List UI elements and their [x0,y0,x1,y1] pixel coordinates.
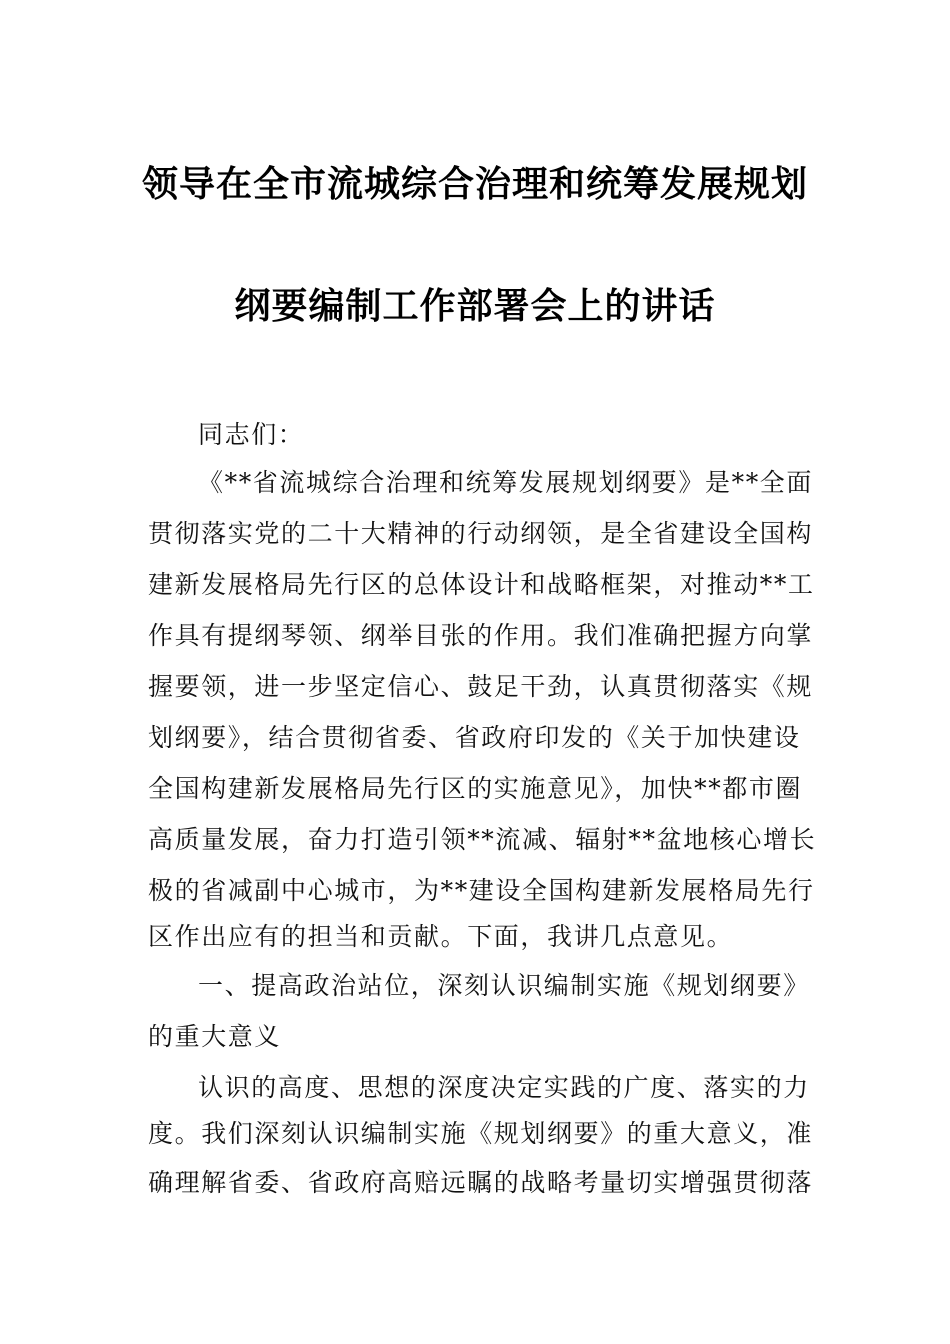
text-line: 确理解省委、省政府高赔远瞩的战略考量切实增强贯彻落 [148,1168,814,1197]
document-title-line-1: 领导在全市流城综合治理和统筹发展规划 [141,164,808,205]
text-line: 度。我们深刻认识编制实施《规划纲要》的重大意义，准 [148,1119,814,1148]
text-line: 划纲要》，结合贯彻省委、省政府印发的《关于加快建设 [148,723,801,752]
greeting: 同志们： [198,420,305,449]
document-title-line-2: 纲要编制工作部署会上的讲话 [234,286,716,327]
text-line: 高质量发展，奋力打造引领**流减、辐射**盆地核心增长 [148,825,817,854]
heading-line: 一、提高政治站位，深刻认识编制实施《规划纲要》 [198,971,810,1000]
text-line: 区作出应有的担当和贡献。下面，我讲几点意见。 [148,922,734,951]
text-line: 贯彻落实党的二十大精神的行动纲领，是全省建设全国构 [148,519,814,548]
text-line: 认识的高度、思想的深度决定实践的广度、落实的力 [198,1073,810,1102]
heading-line: 的重大意义 [148,1022,282,1051]
text-line: 作具有提纲琴领、纲举目张的作用。我们准确把握方向掌 [148,621,814,650]
text-line: 全国构建新发展格局先行区的实施意见》，加快**都市圈 [148,774,803,803]
text-line: 握要领，进一步坚定信心、鼓足干劲，认真贯彻落实《规 [148,672,814,701]
text-line: 极的省减副中心城市，为**建设全国构建新发展格局先行 [148,876,815,905]
text-line: 《**省流城综合治理和统筹发展规划纲要》是**全面 [198,468,814,497]
text-line: 建新发展格局先行区的总体设计和战略框架，对推动**工 [148,570,815,599]
